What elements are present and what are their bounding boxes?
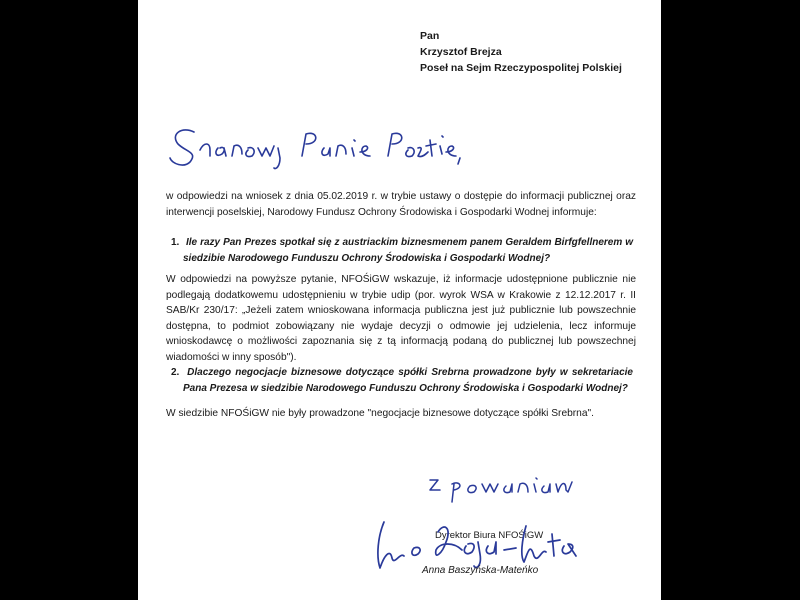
question-2-number: 2. <box>171 367 180 378</box>
handwritten-closing <box>420 468 580 508</box>
question-1 <box>171 235 634 266</box>
addressee-salutation: Pan <box>420 30 440 42</box>
handwritten-salutation <box>164 118 464 178</box>
question-2 <box>171 365 633 396</box>
signatory-name: Anna Baszyńska-Mateńko <box>422 565 539 576</box>
question-1-text: Ile razy Pan Prezes spotkał się z austriackim biznesmenem panem Geraldem Birfgfellnerem w siedzibie Narodowego Funduszu Ochrony Środowiska i Gospodarki Wodnej? <box>183 237 634 264</box>
question-1-number: 1. <box>171 237 180 248</box>
question-2-text: Dlaczego negocjacje biznesowe dotyczące spółki Srebrna prowadzone były w sekretariacie Pana Prezesa w siedzibie Narodowego Funduszu Ochrony Środowiska i Gospodarki Wodnej? <box>183 367 633 394</box>
letter-page <box>138 0 661 600</box>
answer-2: W siedzibie NFOŚiGW nie były prowadzone "negocjacje biznesowe dotyczące spółki Srebrna". <box>166 408 594 419</box>
signatory-title: Dyrektor Biura NFOŚiGW <box>435 530 544 541</box>
answer-1: W odpowiedzi na powyższe pytanie, NFOŚiGW wskazuje, iż informacje udostępnione publicznie nie podlegają dodatkowemu udostępnieniu w trybie udip (por. wyrok WSA w Krakowie z 12.12.2017 r. II SAB/Kr 230/17: „Jeżeli zatem wnioskowana informacja publiczna jest już publicznie lub powszechnie dostępna, to podmiot zobowiązany nie wydaje decyzji o odmowie jej udzielenia, lecz informuje wnioskodawcę o możliwości zapoznania się z tą informacją podaną do publicznej lub powszechnej wiadomości w inny sposób"). <box>166 274 636 363</box>
addressee-name: Krzysztof Brejza <box>420 46 502 58</box>
addressee-block <box>420 28 622 76</box>
intro-paragraph: w odpowiedzi na wniosek z dnia 05.02.2019 r. w trybie ustawy o dostępie do informacji publicznej oraz interwencji poselskiej, Narodowy Fundusz Ochrony Środowiska i Gospodarki Wodnej informuje: <box>166 191 636 218</box>
addressee-title: Poseł na Sejm Rzeczypospolitej Polskiej <box>420 62 622 74</box>
